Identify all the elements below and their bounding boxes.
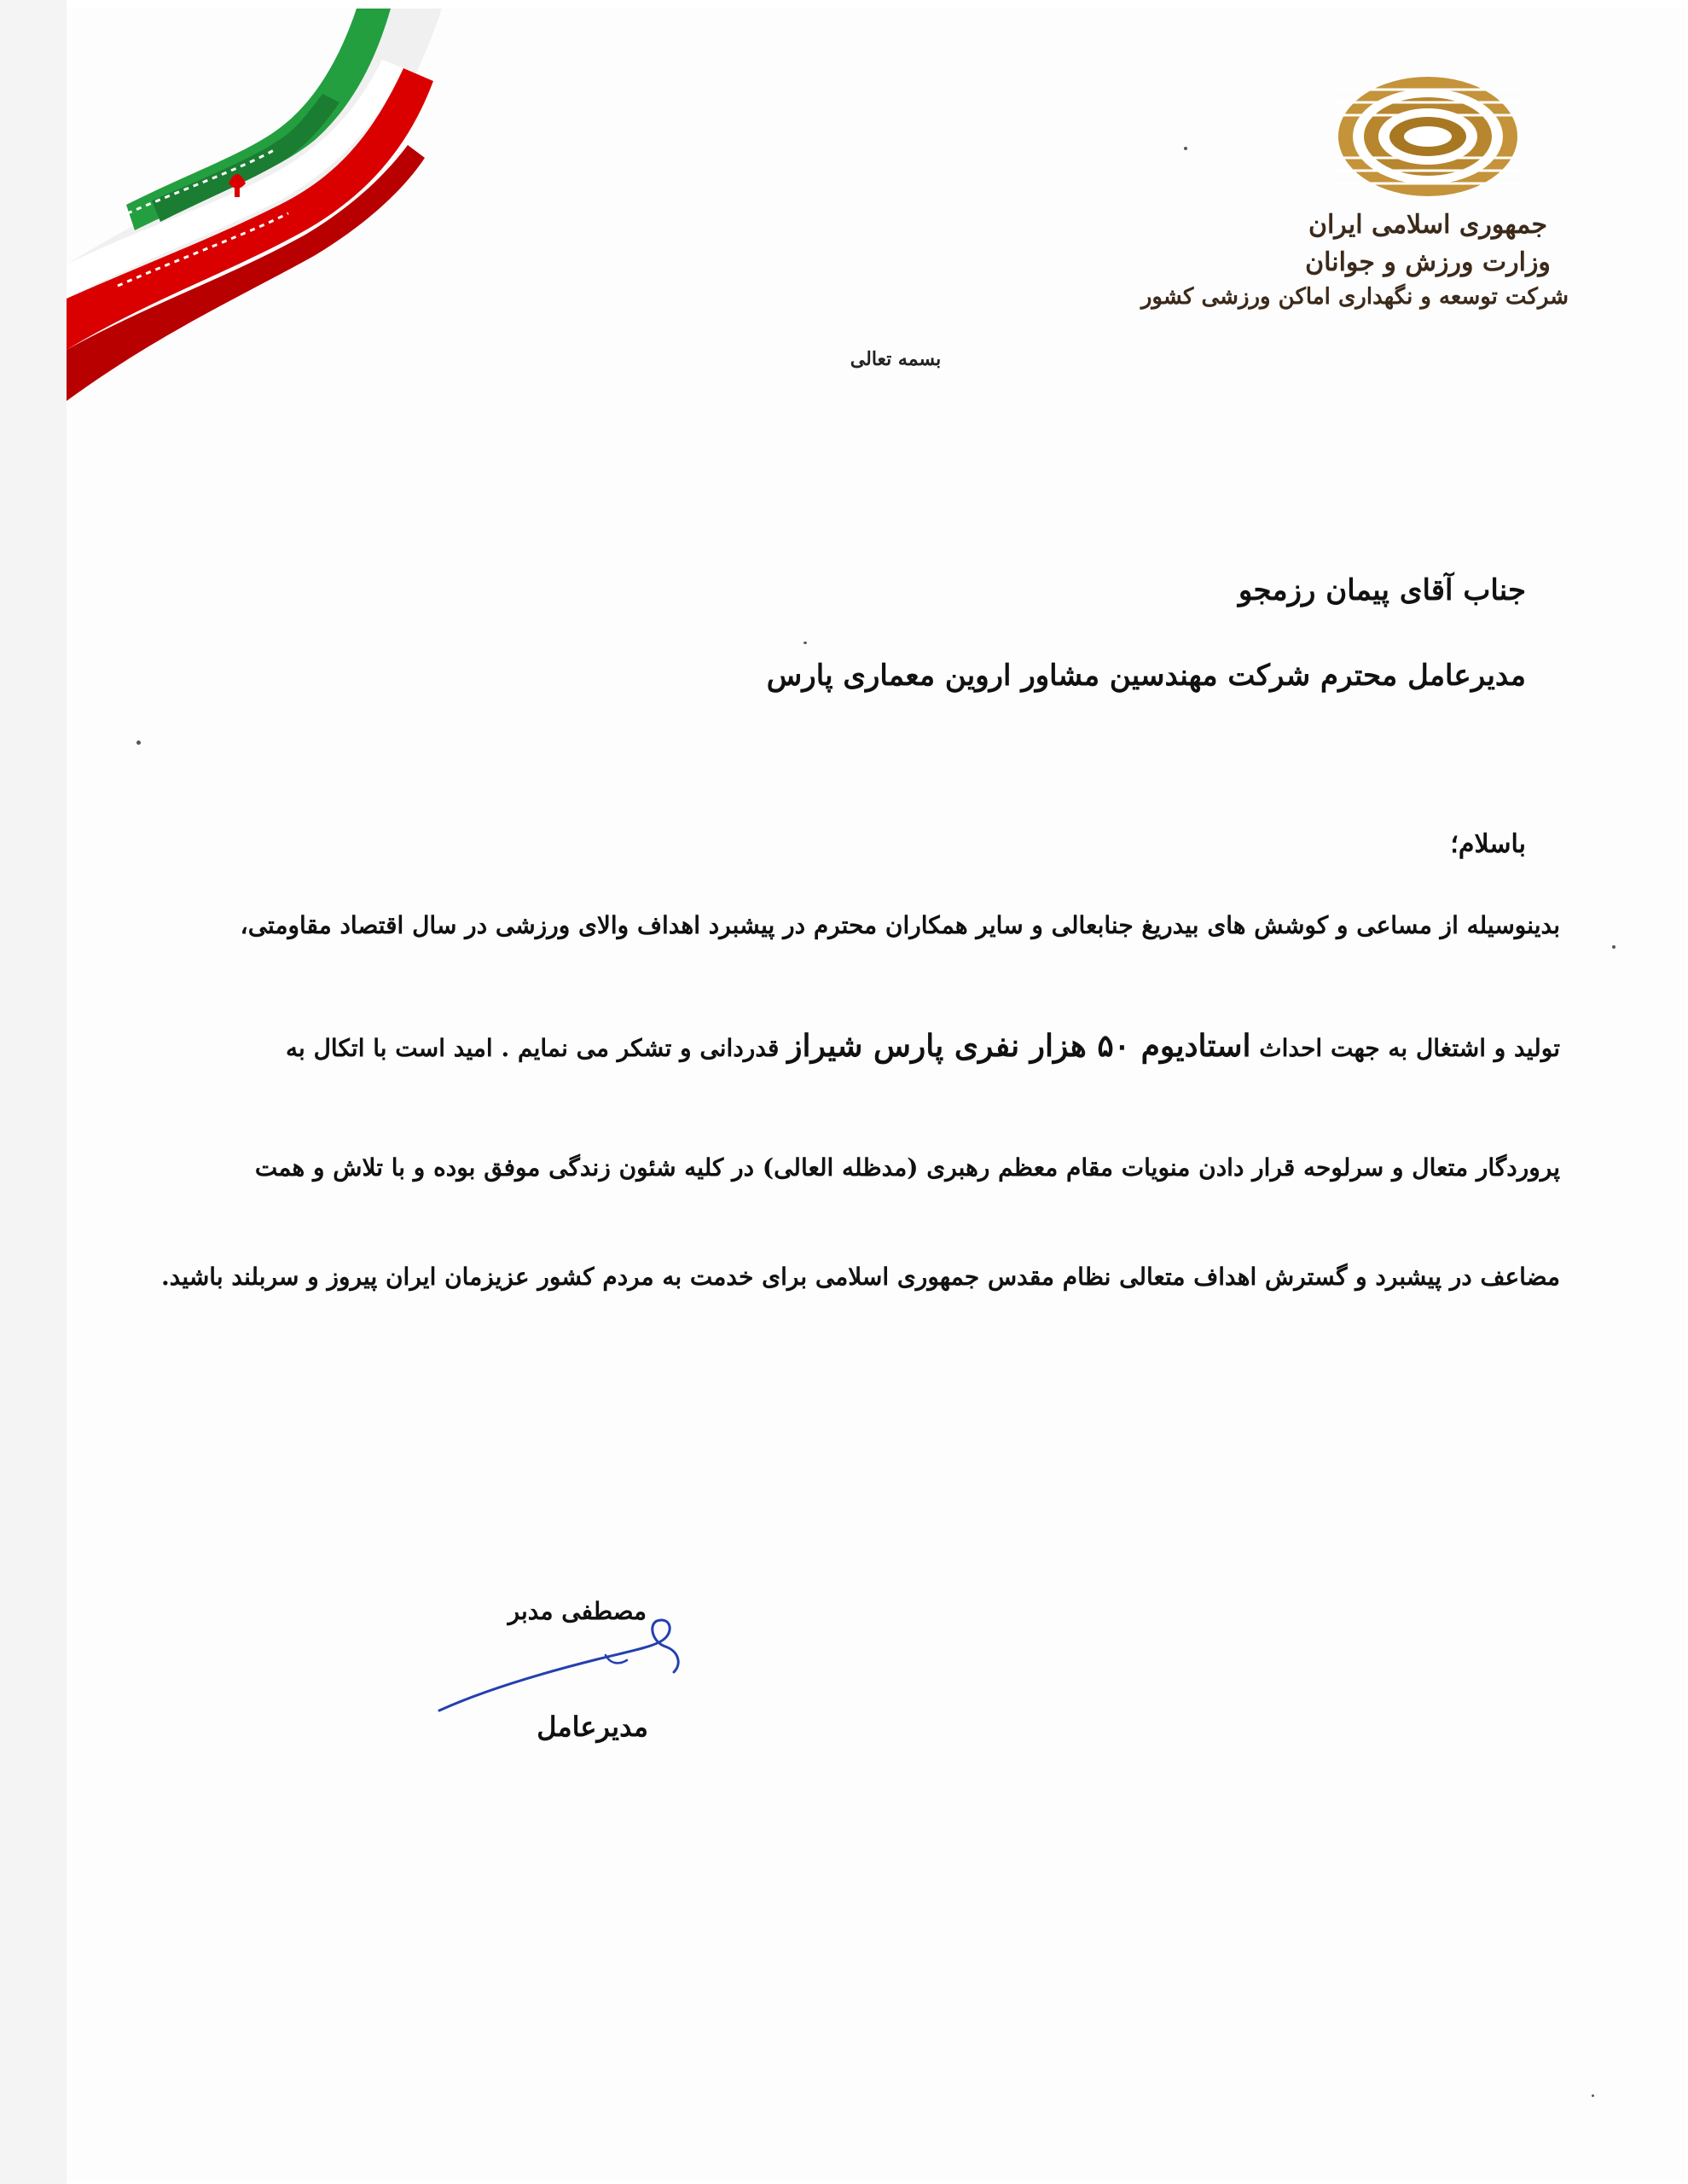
body-line-3: پروردگار متعال و سرلوحه قرار دادن منویات مقام معظم رهبری (مدظله العالی) در کلیه شئون زندگی موفق بوده و با تلاش و همت xyxy=(254,1153,1560,1182)
header-country: جمهوری اسلامی ایران xyxy=(1308,210,1548,240)
scan-speck xyxy=(1592,2094,1594,2097)
bismillah-heading: بسمه تعالی xyxy=(850,348,942,370)
header-company: شرکت توسعه و نگهداری اماکن ورزشی کشور xyxy=(1140,284,1569,310)
scan-margin xyxy=(0,0,67,2184)
body-line-2-end: قدردانی و تشکر می نمایم . امید است با اتکال به xyxy=(286,1034,788,1062)
header-ministry: وزارت ورزش و جوانان xyxy=(1305,247,1551,277)
scan-speck xyxy=(136,741,141,745)
signatory-name: مصطفی مدبر xyxy=(508,1597,647,1625)
body-line-2 xyxy=(144,1028,1560,1064)
recipient-title: مدیرعامل محترم شرکت مهندسین مشاور اروین معماری پارس xyxy=(766,659,1526,693)
signatory-title: مدیرعامل xyxy=(537,1711,648,1743)
body-line-2-start: تولید و اشتغال به جهت احداث xyxy=(1250,1034,1560,1062)
letterhead xyxy=(1140,73,1569,311)
recipient-name: جناب آقای پیمان رزمجو xyxy=(1238,573,1526,607)
scan-speck xyxy=(1184,147,1187,150)
scan-speck xyxy=(803,642,807,644)
stadium-name-emphasis: استادیوم ۵۰ هزار نفری پارس شیراز xyxy=(787,1028,1251,1064)
body-line-1: بدینوسیله از مساعی و کوشش های بیدریغ جنابعالی و سایر همکاران محترم در پیشبرد اهداف والای ورزشی در سال اقتصاد مقاومتی، xyxy=(240,911,1560,939)
salutation: باسلام؛ xyxy=(1450,829,1526,859)
organization-logo-icon xyxy=(1334,73,1522,200)
scan-speck xyxy=(1612,945,1615,949)
body-line-4: مضاعف در پیشبرد و گسترش اهداف متعالی نظام مقدس جمهوری اسلامی برای خدمت به مردم کشور عزیزمان ایران پیروز و سربلند باشید. xyxy=(160,1263,1560,1291)
iran-flag-icon xyxy=(67,9,442,410)
